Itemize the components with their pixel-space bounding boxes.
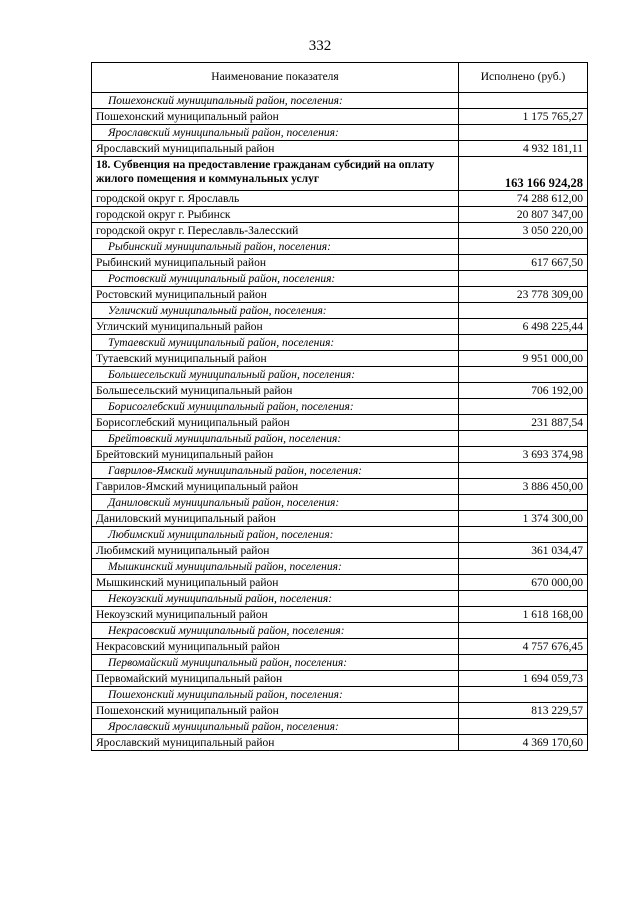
executed-amount-cell [459, 495, 588, 511]
indicator-name-cell: Пошехонский муниципальный район, поселения: [92, 687, 459, 703]
header-executed-amount: Исполнено (руб.) [459, 63, 588, 93]
executed-amount-cell: 4 757 676,45 [459, 639, 588, 655]
executed-amount-cell: 3 050 220,00 [459, 223, 588, 239]
indicator-name-cell: Первомайский муниципальный район [92, 671, 459, 687]
executed-amount-cell: 231 887,54 [459, 415, 588, 431]
subheading-row [92, 463, 588, 479]
indicator-name-cell: 18. Субвенция на предоставление гражданам субсидий на оплату жилого помещения и коммунальных услуг [92, 157, 459, 191]
table-row [92, 255, 588, 271]
executed-amount-cell: 3 693 374,98 [459, 447, 588, 463]
indicator-name-cell: Некрасовский муниципальный район [92, 639, 459, 655]
subheading-row [92, 399, 588, 415]
executed-amount-cell [459, 399, 588, 415]
table-row [92, 575, 588, 591]
indicator-name-cell: Некоузский муниципальный район [92, 607, 459, 623]
subheading-row [92, 271, 588, 287]
indicator-name-cell: Пошехонский муниципальный район [92, 703, 459, 719]
subheading-row [92, 623, 588, 639]
section-row [92, 157, 588, 191]
subheading-row [92, 239, 588, 255]
executed-amount-cell [459, 623, 588, 639]
executed-amount-cell: 813 229,57 [459, 703, 588, 719]
indicator-name-cell: Рыбинский муниципальный район, поселения: [92, 239, 459, 255]
indicator-name-cell: Ярославский муниципальный район, поселения: [92, 719, 459, 735]
executed-amount-cell [459, 303, 588, 319]
subheading-row [92, 93, 588, 109]
table-row [92, 207, 588, 223]
executed-amount-cell: 1 374 300,00 [459, 511, 588, 527]
executed-amount-cell [459, 687, 588, 703]
table-row [92, 543, 588, 559]
indicator-name-cell: Пошехонский муниципальный район, поселения: [92, 93, 459, 109]
indicator-name-cell: Даниловский муниципальный район, поселения: [92, 495, 459, 511]
table-row [92, 383, 588, 399]
executed-amount-cell: 1 618 168,00 [459, 607, 588, 623]
table-row [92, 703, 588, 719]
indicator-name-cell: Гаврилов-Ямский муниципальный район, поселения: [92, 463, 459, 479]
indicator-name-cell: Ярославский муниципальный район [92, 141, 459, 157]
table-row [92, 511, 588, 527]
executed-amount-cell: 670 000,00 [459, 575, 588, 591]
indicator-name-cell: Гаврилов-Ямский муниципальный район [92, 479, 459, 495]
table-row [92, 141, 588, 157]
executed-amount-cell: 4 369 170,60 [459, 735, 588, 751]
executed-amount-cell [459, 527, 588, 543]
executed-amount-cell [459, 335, 588, 351]
indicator-name-cell: Тутаевский муниципальный район [92, 351, 459, 367]
executed-amount-cell [459, 271, 588, 287]
indicator-name-cell: Даниловский муниципальный район [92, 511, 459, 527]
subheading-row [92, 125, 588, 141]
table-row [92, 639, 588, 655]
subheading-row [92, 303, 588, 319]
table-row [92, 191, 588, 207]
executed-amount-cell [459, 559, 588, 575]
table-body [92, 93, 588, 751]
table-header-row [92, 63, 588, 93]
executed-amount-cell [459, 239, 588, 255]
subheading-row [92, 559, 588, 575]
executed-amount-cell: 361 034,47 [459, 543, 588, 559]
indicator-name-cell: Первомайский муниципальный район, поселения: [92, 655, 459, 671]
indicator-name-cell: Рыбинский муниципальный район [92, 255, 459, 271]
subheading-row [92, 591, 588, 607]
indicator-name-cell: Брейтовский муниципальный район, поселения: [92, 431, 459, 447]
table-row [92, 351, 588, 367]
indicator-name-cell: Ярославский муниципальный район, поселения: [92, 125, 459, 141]
executed-amount-cell: 20 807 347,00 [459, 207, 588, 223]
table-row [92, 109, 588, 125]
executed-amount-cell [459, 591, 588, 607]
table-row [92, 287, 588, 303]
indicator-name-cell: Ростовский муниципальный район, поселения: [92, 271, 459, 287]
subheading-row [92, 687, 588, 703]
indicator-name-cell: городской округ г. Рыбинск [92, 207, 459, 223]
indicator-name-cell: Ростовский муниципальный район [92, 287, 459, 303]
indicator-name-cell: Некрасовский муниципальный район, поселения: [92, 623, 459, 639]
indicator-name-cell: Тутаевский муниципальный район, поселения: [92, 335, 459, 351]
table-row [92, 735, 588, 751]
subheading-row [92, 719, 588, 735]
executed-amount-cell: 6 498 225,44 [459, 319, 588, 335]
indicator-name-cell: Большесельский муниципальный район [92, 383, 459, 399]
subheading-row [92, 335, 588, 351]
executed-amount-cell [459, 463, 588, 479]
executed-amount-cell [459, 93, 588, 109]
executed-amount-cell: 706 192,00 [459, 383, 588, 399]
indicator-name-cell: Мышкинский муниципальный район [92, 575, 459, 591]
table-row [92, 223, 588, 239]
executed-amount-cell [459, 125, 588, 141]
indicator-name-cell: городской округ г. Переславль-Залесский [92, 223, 459, 239]
executed-amount-cell [459, 719, 588, 735]
executed-amount-cell: 3 886 450,00 [459, 479, 588, 495]
executed-amount-cell: 23 778 309,00 [459, 287, 588, 303]
budget-table [91, 62, 588, 751]
page-number: 332 [308, 38, 332, 54]
indicator-name-cell: городской округ г. Ярославль [92, 191, 459, 207]
executed-amount-cell: 4 932 181,11 [459, 141, 588, 157]
indicator-name-cell: Борисоглебский муниципальный район [92, 415, 459, 431]
subheading-row [92, 431, 588, 447]
executed-amount-cell [459, 367, 588, 383]
executed-amount-cell: 9 951 000,00 [459, 351, 588, 367]
subheading-row [92, 367, 588, 383]
table-row [92, 447, 588, 463]
executed-amount-cell: 1 694 059,73 [459, 671, 588, 687]
executed-amount-cell: 1 175 765,27 [459, 109, 588, 125]
indicator-name-cell: Ярославский муниципальный район [92, 735, 459, 751]
indicator-name-cell: Некоузский муниципальный район, поселения: [92, 591, 459, 607]
indicator-name-cell: Пошехонский муниципальный район [92, 109, 459, 125]
executed-amount-cell: 74 288 612,00 [459, 191, 588, 207]
executed-amount-cell [459, 655, 588, 671]
indicator-name-cell: Мышкинский муниципальный район, поселения: [92, 559, 459, 575]
indicator-name-cell: Угличский муниципальный район [92, 319, 459, 335]
table-row [92, 415, 588, 431]
table-row [92, 671, 588, 687]
executed-amount-cell: 617 667,50 [459, 255, 588, 271]
executed-amount-cell: 163 166 924,28 [459, 157, 588, 191]
indicator-name-cell: Угличский муниципальный район, поселения: [92, 303, 459, 319]
table-row [92, 319, 588, 335]
indicator-name-cell: Большесельский муниципальный район, поселения: [92, 367, 459, 383]
indicator-name-cell: Любимский муниципальный район [92, 543, 459, 559]
table-row [92, 607, 588, 623]
indicator-name-cell: Брейтовский муниципальный район [92, 447, 459, 463]
executed-amount-cell [459, 431, 588, 447]
subheading-row [92, 527, 588, 543]
subheading-row [92, 495, 588, 511]
indicator-name-cell: Борисоглебский муниципальный район, поселения: [92, 399, 459, 415]
header-indicator-name: Наименование показателя [92, 63, 459, 93]
indicator-name-cell: Любимский муниципальный район, поселения: [92, 527, 459, 543]
subheading-row [92, 655, 588, 671]
table-row [92, 479, 588, 495]
